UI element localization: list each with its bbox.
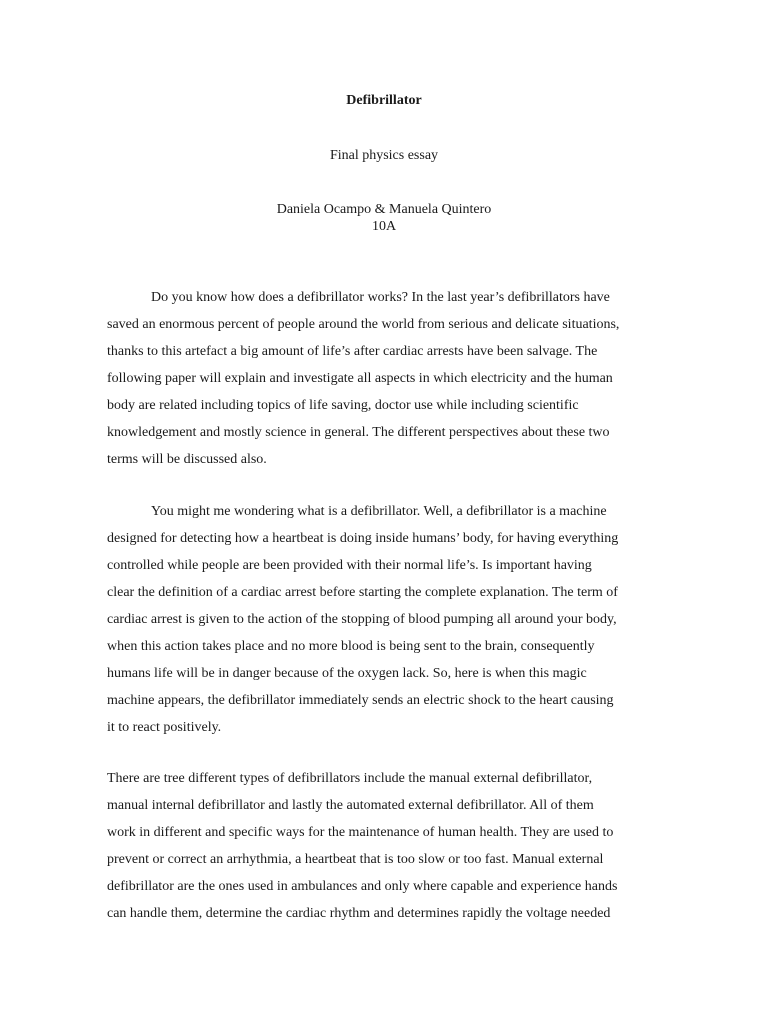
text-line: clear the definition of a cardiac arrest before starting the complete explanation. The term of bbox=[107, 585, 618, 600]
text-line: it to react positively. bbox=[107, 720, 222, 735]
text-line: knowledgement and mostly science in general. The different perspectives about these two bbox=[107, 425, 610, 440]
text-line: can handle them, determine the cardiac rhythm and determines rapidly the voltage needed bbox=[107, 906, 611, 921]
text-line: manual internal defibrillator and lastly the automated external defibrillator. All of them bbox=[107, 798, 594, 813]
paragraph-introduction bbox=[107, 284, 667, 473]
text-line: work in different and specific ways for the maintenance of human health. They are used to bbox=[107, 825, 614, 840]
text-line: terms will be discussed also. bbox=[107, 452, 267, 467]
text-line: You might me wondering what is a defibrillator. Well, a defibrillator is a machine bbox=[151, 504, 607, 519]
text-line: defibrillator are the ones used in ambulances and only where capable and experience hands bbox=[107, 879, 618, 894]
text-line: designed for detecting how a heartbeat is doing inside humans’ body, for having everything bbox=[107, 531, 619, 546]
text-line: when this action takes place and no more blood is being sent to the brain, consequently bbox=[107, 639, 595, 654]
text-line: following paper will explain and investigate all aspects in which electricity and the human bbox=[107, 371, 613, 386]
text-line: There are tree different types of defibrillators include the manual external defibrillator, bbox=[107, 771, 593, 786]
document-subtitle: Final physics essay bbox=[329, 148, 439, 163]
paragraph-types bbox=[107, 765, 667, 927]
text-line: prevent or correct an arrhythmia, a heartbeat that is too slow or too fast. Manual external bbox=[107, 852, 604, 867]
document-authors: Daniela Ocampo & Manuela Quintero bbox=[276, 202, 492, 217]
text-line: thanks to this artefact a big amount of life’s after cardiac arrests have been salvage. The bbox=[107, 344, 598, 359]
paragraph-definition bbox=[107, 498, 667, 741]
text-line: Do you know how does a defibrillator works? In the last year’s defibrillators have bbox=[151, 290, 610, 305]
text-line: controlled while people are been provided with their normal life’s. Is important having bbox=[107, 558, 592, 573]
text-line: machine appears, the defibrillator immediately sends an electric shock to the heart causing bbox=[107, 693, 614, 708]
document-grade: 10A bbox=[371, 219, 397, 234]
text-line: saved an enormous percent of people around the world from serious and delicate situations, bbox=[107, 317, 620, 332]
text-line: cardiac arrest is given to the action of the stopping of blood pumping all around your body, bbox=[107, 612, 617, 627]
document-title: Defibrillator bbox=[346, 93, 422, 108]
text-line: humans life will be in danger because of the oxygen lack. So, here is when this magic bbox=[107, 666, 587, 681]
text-line: body are related including topics of life saving, doctor use while including scientific bbox=[107, 398, 579, 413]
